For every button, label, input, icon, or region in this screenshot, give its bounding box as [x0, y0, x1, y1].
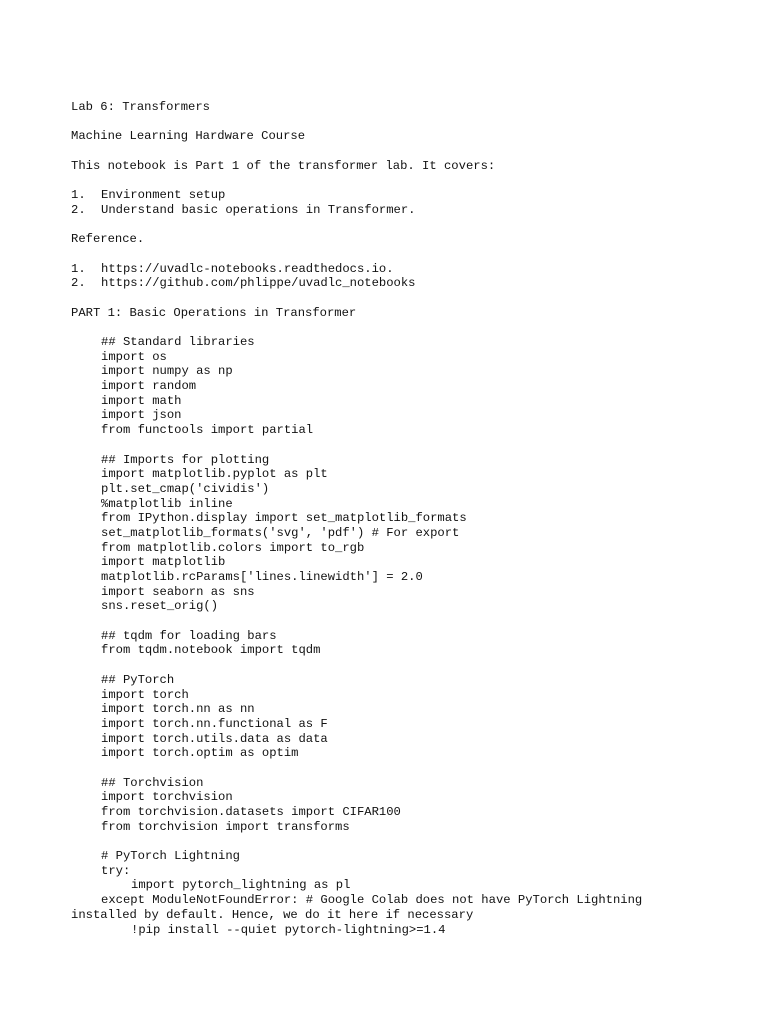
list-number: 1. [71, 188, 86, 203]
code-line: # PyTorch Lightning [101, 849, 240, 864]
code-line: import pytorch_lightning as pl [131, 878, 351, 893]
code-line: import torch.nn as nn [101, 702, 255, 717]
list-number: 2. [71, 276, 86, 291]
code-line: from tqdm.notebook import tqdm [101, 643, 321, 658]
code-line: try: [101, 863, 131, 878]
code-section-plotting [101, 453, 711, 615]
code-block [71, 335, 711, 937]
code-line: from IPython.display import set_matplotlib_formats [101, 511, 467, 526]
code-line: import os [101, 349, 167, 364]
list-number: 1. [71, 261, 86, 276]
list-text: Understand basic operations in Transformer. [101, 202, 416, 217]
code-line: ## Standard libraries [101, 335, 255, 349]
code-line: sns.reset_orig() [101, 599, 219, 614]
code-line: import random [101, 379, 197, 394]
code-line: except ModuleNotFoundError: # Google Colab does not have PyTorch Lightning [101, 893, 643, 908]
code-line: import seaborn as sns [101, 584, 255, 599]
reference-heading: Reference. [71, 232, 145, 247]
list-text: Environment setup [101, 188, 226, 203]
references-list [71, 262, 711, 291]
code-line: import numpy as np [101, 364, 233, 379]
code-section-lightning [71, 849, 711, 937]
code-line: import torch [101, 687, 189, 702]
document-page [71, 100, 711, 937]
code-line: ## Torchvision [101, 775, 204, 790]
intro-text: This notebook is Part 1 of the transformer lab. It covers: [71, 158, 496, 173]
code-line: from functools import partial [101, 423, 314, 438]
code-section-torchvision [101, 776, 711, 835]
code-line: !pip install --quiet pytorch-lightning>=1.4 [131, 922, 446, 937]
reference-link[interactable]: https://uvadlc-notebooks.readthedocs.io. [101, 261, 394, 276]
part-heading: PART 1: Basic Operations in Transformer [71, 305, 357, 320]
list-item [71, 203, 711, 218]
list-item [71, 276, 711, 291]
reference-link[interactable]: https://github.com/phlippe/uvadlc_notebooks [101, 276, 416, 291]
code-line: import matplotlib.pyplot as plt [101, 467, 328, 482]
code-line-wrapped: installed by default. Hence, we do it here if necessary [71, 907, 474, 922]
code-line: set_matplotlib_formats('svg', 'pdf') # For export [101, 525, 460, 540]
code-line: %matplotlib inline [101, 496, 233, 511]
list-item [71, 188, 711, 203]
code-line: from torchvision.datasets import CIFAR100 [101, 805, 401, 819]
list-number: 2. [71, 202, 86, 217]
course-name: Machine Learning Hardware Course [71, 129, 306, 144]
code-section-standard [101, 335, 711, 438]
code-section-pytorch [101, 673, 711, 761]
code-line: matplotlib.rcParams['lines.linewidth'] = 2.0 [101, 570, 423, 584]
code-line: import json [101, 408, 182, 423]
list-item [71, 262, 711, 277]
code-line: import torchvision [101, 790, 233, 805]
code-line: import torch.utils.data as data [101, 731, 328, 746]
code-line: import matplotlib [101, 555, 226, 570]
document-title: Lab 6: Transformers [71, 100, 210, 114]
code-line: from matplotlib.colors import to_rgb [101, 540, 365, 555]
code-line: ## PyTorch [101, 672, 175, 687]
code-line: from torchvision import transforms [101, 819, 350, 834]
code-line: ## Imports for plotting [101, 452, 270, 467]
code-line: import torch.optim as optim [101, 746, 299, 761]
code-line: plt.set_cmap('cividis') [101, 481, 270, 496]
covers-list [71, 188, 711, 217]
code-line: import torch.nn.functional as F [101, 716, 328, 731]
code-section-tqdm [101, 629, 711, 658]
code-line: import math [101, 393, 182, 408]
code-line: ## tqdm for loading bars [101, 628, 277, 643]
